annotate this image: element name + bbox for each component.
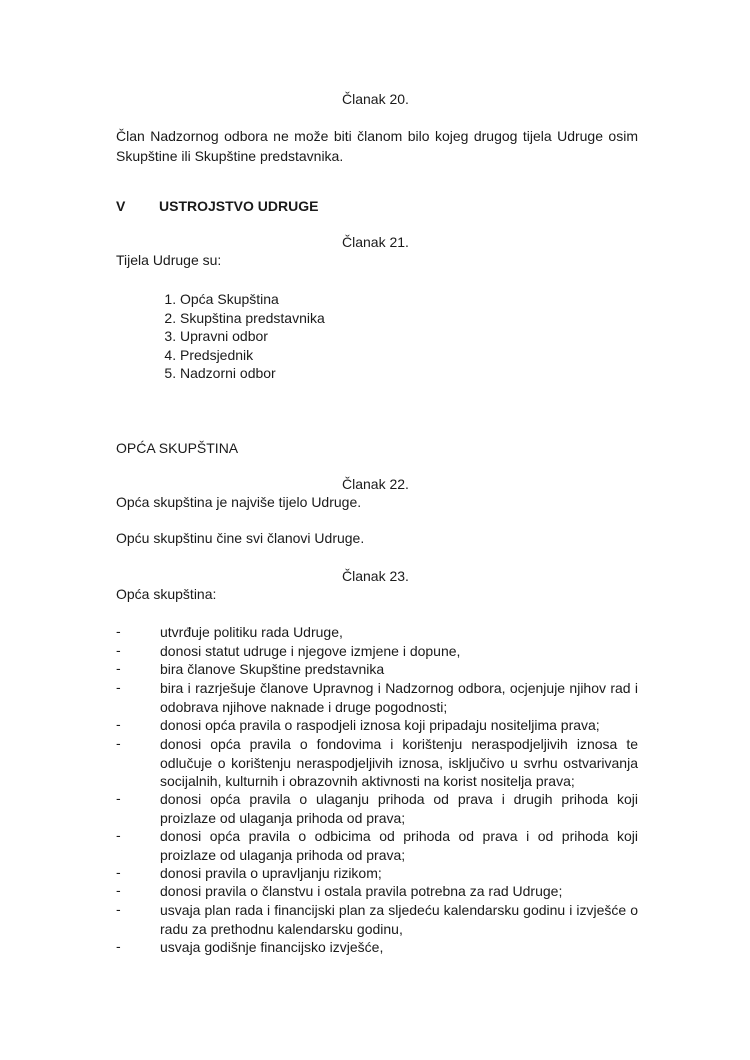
clanak-22-heading: Članak 22. — [342, 476, 409, 492]
clanak-20-text: Član Nadzornog odbora ne može biti članom bilo kojeg drugog tijela Udruge osim Skupštine ili Skupštine predstavnika. — [116, 128, 638, 164]
list-item: 3. Upravni odbor — [180, 327, 325, 346]
bodies-list — [160, 290, 325, 383]
dash-marker: - — [116, 901, 121, 917]
section-opca-title: OPĆA SKUPŠTINA — [116, 440, 239, 456]
list-item: 4. Predsjednik — [180, 346, 325, 365]
list-item-text: donosi pravila o članstvu i ostala pravila potrebna za rad Udruge; — [160, 883, 563, 899]
list-item-text: usvaja godišnje financijsko izvješće, — [160, 939, 384, 955]
clanak-23-heading: Članak 23. — [342, 568, 409, 584]
dash-marker: - — [116, 716, 121, 732]
list-item-text: donosi opća pravila o ulaganju prihoda od prava i drugih prihoda koji proizlaze od ulaganja prihoda od prava; — [160, 791, 638, 826]
dash-marker: - — [116, 642, 121, 658]
list-item-text: donosi opća pravila o odbicima od prihoda od prava i od prihoda koji proizlaze od ulaganja prihoda od prava; — [160, 828, 638, 863]
list-item-text: donosi pravila o upravljanju rizikom; — [160, 865, 382, 881]
clanak-20-heading: Članak 20. — [342, 91, 409, 107]
list-item-text: donosi opća pravila o raspodjeli iznosa koji pripadaju nositeljima prava; — [160, 717, 600, 733]
list-item-text: utvrđuje politiku rada Udruge, — [160, 624, 343, 640]
dash-marker: - — [116, 679, 121, 695]
clanak-23-intro: Opća skupština: — [116, 586, 217, 602]
dash-marker: - — [116, 827, 121, 843]
list-item-text: bira i razrješuje članove Upravnog i Nadzornog odbora, ocjenjuje njihov rad i odobrava njihove naknade i druge pogodnosti; — [160, 680, 638, 715]
list-item: 1. Opća Skupština — [180, 290, 325, 309]
dash-marker: - — [116, 660, 121, 676]
clanak-21-intro: Tijela Udruge su: — [116, 252, 222, 268]
section-numeral: V — [116, 198, 126, 214]
list-item-text: donosi statut udruge i njegove izmjene i dopune, — [160, 643, 461, 659]
list-item-text: usvaja plan rada i financijski plan za sljedeću kalendarsku godinu i izvješće o radu za prethodnu kalendarsku godinu, — [160, 902, 638, 937]
list-item-text: bira članove Skupštine predstavnika — [160, 661, 385, 677]
dash-marker: - — [116, 864, 121, 880]
list-item: 5. Nadzorni odbor — [180, 364, 325, 383]
list-item-text: donosi opća pravila o fondovima i korištenju neraspodjeljivih iznosa te odlučuje o korištenju neraspodjeljivih iznosa, isključivo u svrhu ostvarivanja socijalnih, kulturnih i obrazovnih aktivnosti na korist nositelja prava; — [160, 736, 638, 789]
section-title: USTROJSTVO UDRUGE — [159, 198, 319, 214]
dash-marker: - — [116, 790, 121, 806]
clanak-21-heading: Članak 21. — [342, 234, 409, 250]
dash-marker: - — [116, 882, 121, 898]
dash-marker: - — [116, 938, 121, 954]
list-item: 2. Skupština predstavnika — [180, 309, 325, 328]
clanak-22-text-2: Opću skupštinu čine svi članovi Udruge. — [116, 530, 365, 546]
dash-marker: - — [116, 623, 121, 639]
dash-marker: - — [116, 735, 121, 751]
clanak-22-text-1: Opća skupština je najviše tijelo Udruge. — [116, 494, 362, 510]
